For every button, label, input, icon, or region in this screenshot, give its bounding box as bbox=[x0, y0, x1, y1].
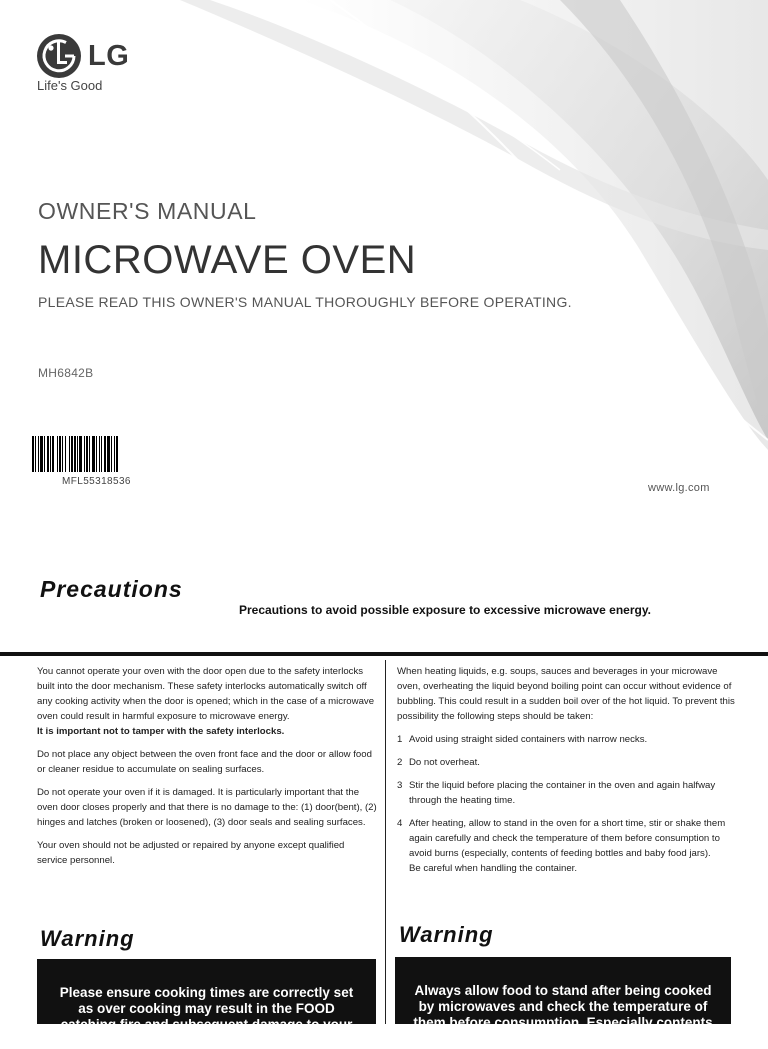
page-subtitle: PLEASE READ THIS OWNER'S MANUAL THOROUGHLY BEFORE OPERATING. bbox=[38, 294, 572, 310]
barcode-bar bbox=[114, 436, 115, 472]
paragraph: Do not place any object between the oven front face and the door or allow food or cleaner residue to accumulate on sealing surfaces. bbox=[37, 749, 372, 775]
precautions-heading: Precautions bbox=[40, 576, 183, 602]
lg-logo-face-icon bbox=[36, 33, 82, 79]
barcode-image bbox=[32, 436, 162, 472]
step-text: Avoid using straight sided containers with narrow necks. bbox=[409, 734, 648, 745]
brand-tagline: Life's Good bbox=[37, 78, 103, 93]
precautions-subheading: Precautions to avoid possible exposure to excessive microwave energy. bbox=[239, 603, 651, 617]
barcode-bar bbox=[57, 436, 58, 472]
paragraph: When heating liquids, e.g. soups, sauces and beverages in your microwave oven, overheating the liquid beyond boiling point can occur without evidence of bubbling. This could result in a sudden boil over of the hot liquid. To prevent this possibility the following steps should be taken: bbox=[397, 666, 735, 722]
barcode-bar bbox=[84, 436, 85, 472]
barcode-bar bbox=[59, 436, 61, 472]
barcode-bar bbox=[38, 436, 39, 472]
warning-text: Please ensure cooking times are correctly set as over cooking may result in the FOOD catching fire and subsequent damage to your oven. bbox=[59, 985, 354, 1048]
barcode-bar bbox=[35, 436, 36, 472]
left-column bbox=[37, 664, 377, 876]
warning-heading-left: Warning bbox=[40, 926, 135, 951]
barcode-bar bbox=[101, 436, 102, 472]
warning-heading-right: Warning bbox=[399, 922, 494, 947]
bold-warning-text: It is important not to tamper with the safety interlocks. bbox=[37, 726, 285, 737]
barcode-bar bbox=[111, 436, 112, 472]
list-item bbox=[397, 778, 737, 808]
page-title: MICROWAVE OVEN bbox=[38, 238, 417, 282]
step-number: 1 bbox=[397, 734, 403, 745]
step-number: 4 bbox=[397, 818, 403, 829]
barcode-bar bbox=[71, 436, 73, 472]
barcode-bar bbox=[47, 436, 49, 472]
barcode-bar bbox=[107, 436, 110, 472]
step-text: Do not overheat. bbox=[409, 757, 480, 768]
barcode-bar bbox=[99, 436, 100, 472]
list-item bbox=[397, 816, 737, 876]
warning-text: Always allow food to stand after being cooked by microwaves and check the temperature of them before consumption. Especially contents of feeding bbox=[413, 983, 713, 1046]
warning-box-left bbox=[37, 959, 376, 1048]
barcode-bar bbox=[104, 436, 106, 472]
lg-logo bbox=[36, 33, 129, 79]
barcode-bar bbox=[32, 436, 34, 472]
barcode-bar bbox=[116, 436, 118, 472]
barcode-bar bbox=[65, 436, 66, 472]
model-number: MH6842B bbox=[38, 366, 94, 380]
column-divider bbox=[385, 660, 386, 1024]
step-number: 3 bbox=[397, 780, 403, 791]
step-text: After heating, allow to stand in the oven for a short time, stir or shake them again carefully and check the temperature of them before consumption to avoid burns (especially, contents of feeding bottles and baby food jars). Be careful when handling the container. bbox=[409, 818, 726, 874]
barcode-bar bbox=[79, 436, 82, 472]
step-extra-text: Be careful when handling the container. bbox=[409, 863, 578, 874]
barcode-bar bbox=[92, 436, 95, 472]
section-divider-rule bbox=[0, 652, 768, 656]
warning-box-right bbox=[395, 957, 731, 1046]
list-item bbox=[397, 755, 737, 770]
barcode-bar bbox=[52, 436, 54, 472]
paragraph: Do not operate your oven if it is damaged. It is particularly important that the oven door closes properly and that there is no damage to the: (1) door(bent), (2) hinges and latches (broken or loosened), (3) door seals and sealing surfaces. bbox=[37, 787, 377, 828]
barcode-bar bbox=[86, 436, 88, 472]
website-link[interactable]: www.lg.com bbox=[648, 482, 710, 494]
barcode-number: MFL55318536 bbox=[62, 476, 131, 487]
paragraph: You cannot operate your oven with the door open due to the safety interlocks built into the door mechanism. These safety interlocks automatically switch off any cooking activity when the door is opened; which in the case of a microwave oven could result in harmful exposure to microwave energy. It is important not to tamper with the safety interlocks. bbox=[37, 666, 375, 737]
barcode-bar bbox=[74, 436, 76, 472]
owners-manual-label: OWNER'S MANUAL bbox=[38, 198, 257, 224]
barcode-bar bbox=[96, 436, 97, 472]
logo-wordmark: LG bbox=[88, 39, 130, 72]
barcode-bar bbox=[44, 436, 45, 472]
step-number: 2 bbox=[397, 757, 403, 768]
barcode-bar bbox=[69, 436, 70, 472]
barcode-bar bbox=[77, 436, 78, 472]
right-column bbox=[397, 664, 737, 884]
barcode-bar bbox=[62, 436, 63, 472]
barcode-bar bbox=[50, 436, 51, 472]
list-item bbox=[397, 732, 737, 747]
barcode-bar bbox=[40, 436, 43, 472]
paragraph: Your oven should not be adjusted or repaired by anyone except qualified service personnel. bbox=[37, 840, 345, 866]
step-text: Stir the liquid before placing the container in the oven and again halfway through the heating time. bbox=[409, 780, 716, 806]
barcode-bar bbox=[89, 436, 90, 472]
